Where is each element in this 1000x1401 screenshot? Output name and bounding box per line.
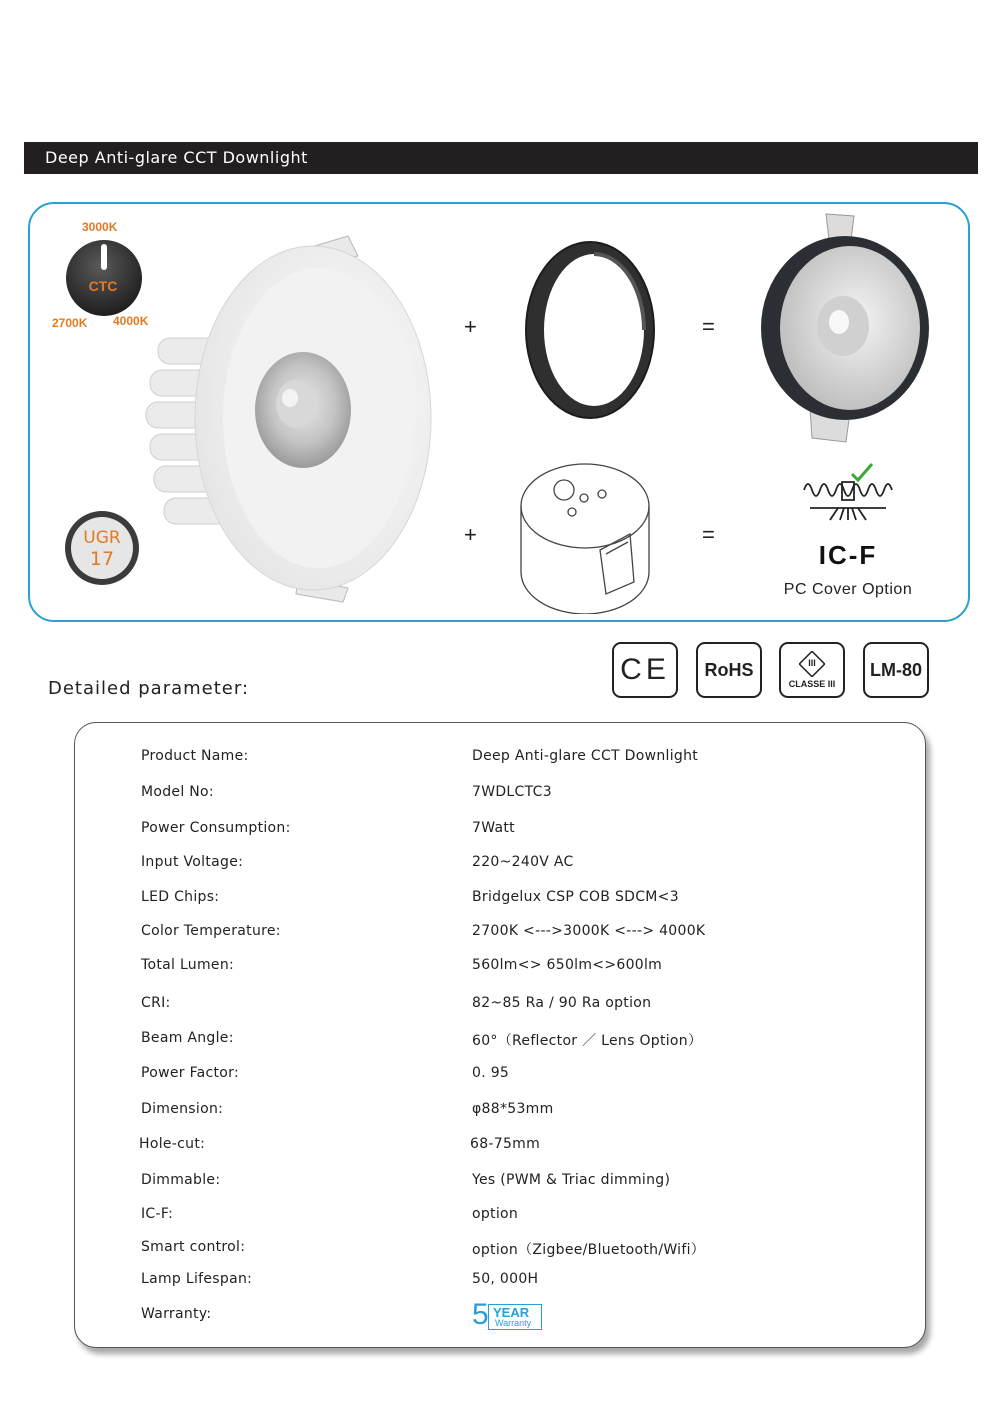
param-label: Model No:	[141, 784, 214, 800]
icf-symbol-icon	[800, 460, 896, 522]
lm80-mark-icon	[863, 642, 929, 698]
warranty-year-word: YEAR	[493, 1305, 530, 1320]
warranty-years-number: 5	[472, 1298, 489, 1331]
param-label: Lamp Lifespan:	[141, 1271, 253, 1287]
param-label: Power Consumption:	[141, 820, 291, 836]
param-value: 560lm<> 650lm<>600lm	[472, 957, 663, 973]
param-row	[75, 820, 925, 842]
param-label: Input Voltage:	[141, 854, 244, 870]
title-bar	[24, 142, 978, 174]
param-row	[75, 1136, 925, 1158]
param-value: 7Watt	[472, 820, 515, 836]
plus-sign-top: +	[464, 314, 477, 339]
param-label: LED Chips:	[141, 889, 220, 905]
black-ring-image	[518, 238, 658, 422]
ctc-left-temp: 2700K	[52, 316, 88, 330]
rohs-label: RoHS	[704, 659, 754, 680]
ce-mark-icon	[612, 642, 678, 698]
equals-sign-top: =	[702, 314, 715, 339]
page-title: Deep Anti-glare CCT Downlight	[45, 148, 308, 167]
param-value: Deep Anti-glare CCT Downlight	[472, 748, 699, 764]
param-label: CRI:	[141, 995, 171, 1011]
ctc-right-temp: 4000K	[113, 314, 149, 328]
pc-cover-caption: PC Cover Option	[783, 581, 913, 598]
param-row	[75, 1271, 925, 1293]
plus-sign-bottom: +	[464, 522, 477, 547]
black-downlight-image	[750, 208, 940, 448]
param-row	[75, 1206, 925, 1228]
param-label: Color Temperature:	[141, 923, 281, 939]
class-iii-symbol: III	[808, 658, 816, 668]
param-label: Power Factor:	[141, 1065, 240, 1081]
param-row	[75, 1101, 925, 1123]
param-row	[75, 957, 925, 979]
param-value: 2700K <--->3000K <---> 4000K	[472, 923, 706, 939]
param-label: Product Name:	[141, 748, 249, 764]
param-row	[75, 748, 925, 770]
param-value: 68-75mm	[470, 1136, 541, 1152]
icf-label: IC-F	[818, 540, 878, 570]
param-value: Yes (PWM & Triac dimming)	[472, 1172, 671, 1188]
param-label: IC-F:	[141, 1206, 174, 1222]
param-row	[75, 889, 925, 911]
rohs-mark-icon	[696, 642, 762, 698]
param-value: φ88*53mm	[472, 1101, 554, 1117]
white-downlight-image	[138, 218, 438, 608]
param-row	[75, 1172, 925, 1194]
section-title: Detailed parameter:	[48, 678, 250, 699]
param-row	[75, 784, 925, 806]
param-row	[75, 1030, 925, 1052]
param-value: 82~85 Ra / 90 Ra option	[472, 995, 652, 1011]
param-row	[75, 923, 925, 945]
param-row	[75, 854, 925, 876]
param-row	[75, 1239, 925, 1261]
ugr-value: 17	[89, 548, 115, 570]
hero-panel	[28, 202, 970, 622]
param-label: Beam Angle:	[141, 1030, 234, 1046]
warranty-badge	[472, 1298, 544, 1334]
warranty-frame	[488, 1304, 542, 1330]
lm80-label: LM-80	[869, 659, 922, 680]
param-value: 7WDLCTC3	[472, 784, 552, 800]
classe-iii-mark-icon	[779, 642, 845, 698]
param-value: Bridgelux CSP COB SDCM<3	[472, 889, 679, 905]
warranty-word: Warranty	[495, 1318, 532, 1328]
ctc-center-label: CTC	[88, 278, 118, 294]
classe-label: CLASSE III	[788, 679, 836, 689]
parameter-table	[74, 722, 926, 1348]
icf-cover-drawing	[510, 454, 660, 614]
ugr-label: UGR	[83, 528, 121, 548]
param-value: 0. 95	[472, 1065, 510, 1081]
ce-label: CE	[620, 653, 670, 686]
param-row	[75, 1065, 925, 1087]
param-row	[75, 995, 925, 1017]
param-value: 50, 000H	[472, 1271, 539, 1287]
param-label: Total Lumen:	[141, 957, 235, 973]
param-value: option	[472, 1206, 519, 1222]
ctc-top-temp: 3000K	[82, 220, 118, 234]
param-label: Dimension:	[141, 1101, 224, 1117]
param-label: Hole-cut:	[139, 1136, 206, 1152]
param-row	[75, 1298, 925, 1331]
equals-sign-bottom: =	[702, 522, 715, 547]
param-label: Warranty:	[141, 1306, 212, 1322]
param-value: 220~240V AC	[472, 854, 574, 870]
param-label: Smart control:	[141, 1239, 246, 1255]
param-value: option（Zigbee/Bluetooth/Wifi）	[472, 1242, 706, 1258]
param-label: Dimmable:	[141, 1172, 221, 1188]
param-value: 60°（Reflector ／ Lens Option）	[472, 1033, 703, 1049]
